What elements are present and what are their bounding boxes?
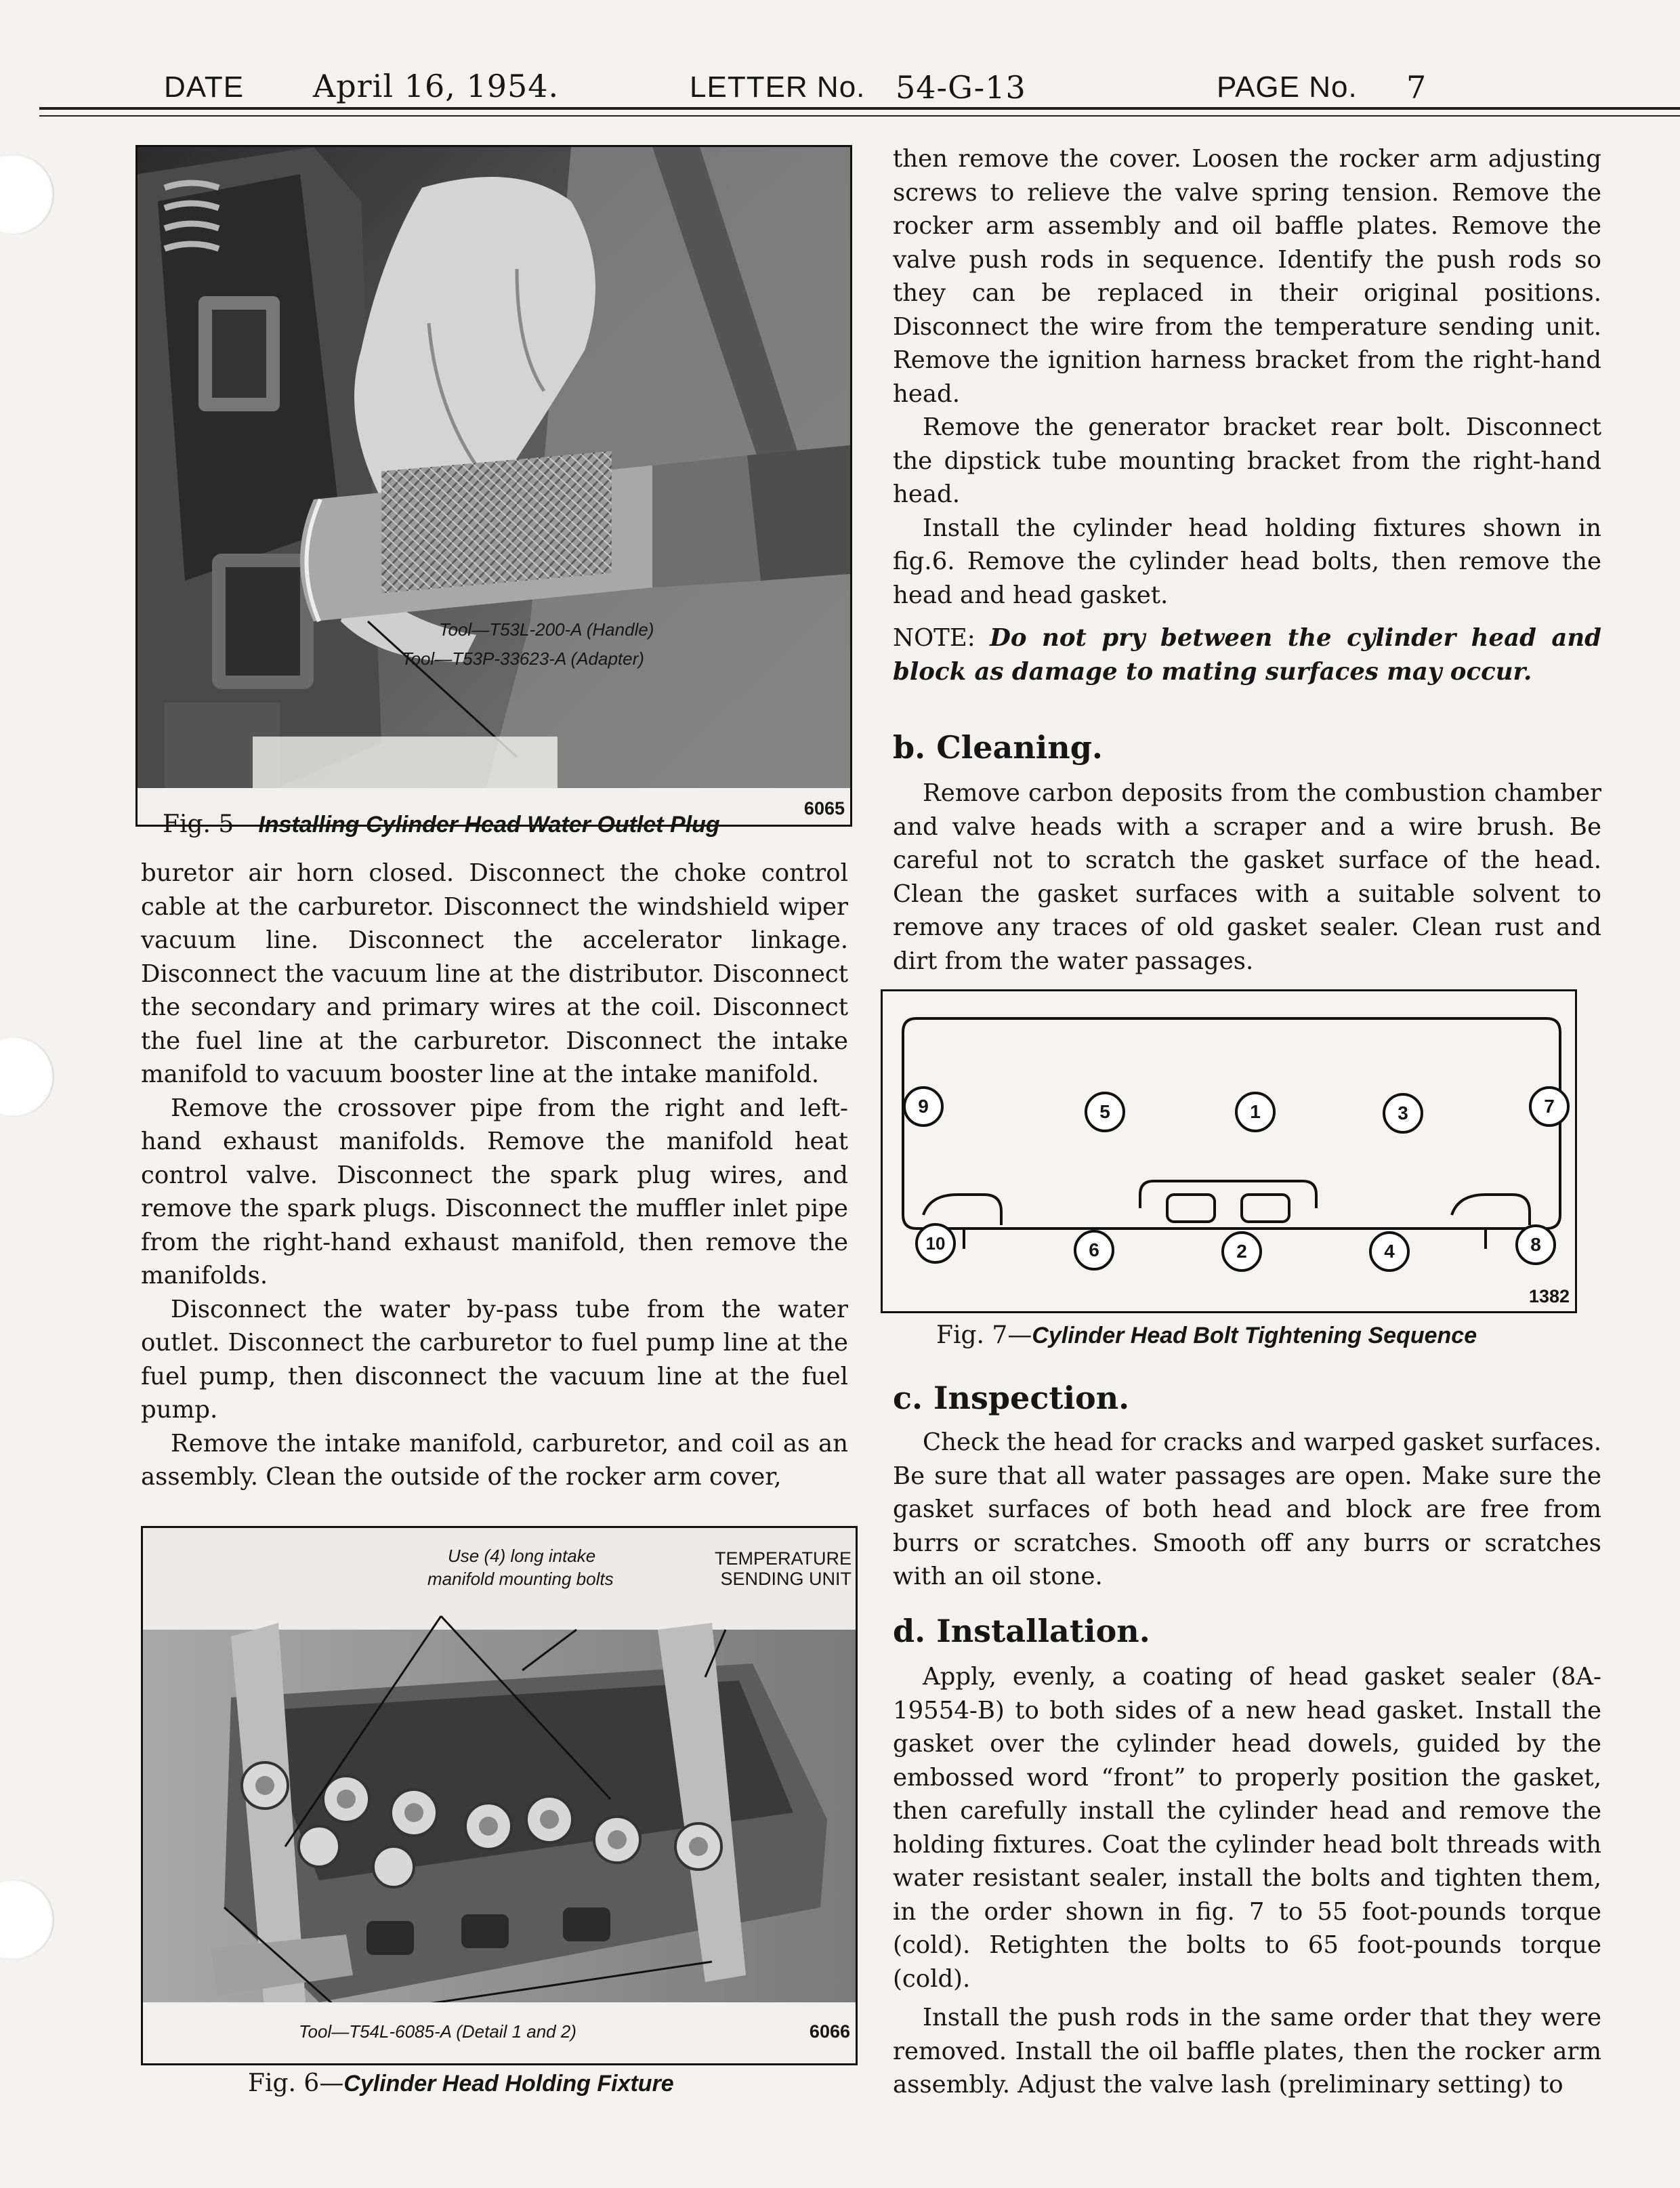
bolt-7: 7	[1529, 1086, 1570, 1127]
header-rule-top	[39, 107, 1680, 110]
fig6-caption-prefix: Fig. 6—	[248, 2069, 344, 2097]
fig6-label-temperature-line2: SENDING UNIT	[720, 1569, 852, 1589]
fig7-caption	[936, 1321, 1477, 1349]
fig6-illustration	[143, 1528, 856, 2063]
fig6-label-temperature-line1: TEMPERATURE	[714, 1548, 852, 1569]
section-b-title: b. Cleaning.	[893, 729, 1103, 766]
fig7-diagram	[881, 989, 1577, 1313]
fig5-caption-prefix: Fig. 5—	[163, 810, 259, 838]
bolt-9: 9	[903, 1086, 944, 1127]
section-d-paragraph-1: Apply, evenly, a coating of head gasket sealer (8A-19554-B) to both sides of a new head gasket. Install the gasket over the cylinder head dowels, guided by the embossed word “front” to properly position the gasket, then carefully install the cylinder head and remove the holding fixtures. Coat the cylinder head bolt threads with water resistant sealer, install the bolts and tighten them, in the order shown in fig. 7 to 55 foot-pounds torque (cold). Retighten the bolts to 65 foot-pounds torque (cold).	[893, 1663, 1601, 1993]
section-d-title: d. Installation.	[893, 1613, 1150, 1649]
section-c-paragraph: Check the head for cracks and warped gasket surfaces. Be sure that all water passages are open. Make sure the gasket surfaces of both head and block are free from burrs or scratches. Smooth off any burrs or scratches with an oil stone.	[893, 1428, 1601, 1590]
bolt-4: 4	[1369, 1231, 1410, 1272]
left-column-text	[141, 856, 848, 1494]
section-c-text	[893, 1426, 1601, 1594]
right-paragraph-3: Install the cylinder head holding fixtures shown in fig.6. Remove the cylinder head bolts, then remove the head and head gasket.	[893, 514, 1601, 609]
bolt-1: 1	[1235, 1092, 1276, 1132]
bolt-2: 2	[1221, 1231, 1262, 1272]
fig5-number: 6065	[803, 798, 845, 819]
fig6-label-bolts-line2: manifold mounting bolts	[427, 1569, 614, 1589]
fig7-caption-prefix: Fig. 7—	[936, 1321, 1032, 1349]
punch-hole-bottom	[0, 1880, 54, 1960]
right-paragraph-2: Remove the generator bracket rear bolt. Disconnect the dipstick tube mounting bracket from the right-hand head.	[893, 413, 1601, 508]
fig5-label-handle: Tool—T53L-200-A (Handle)	[439, 619, 654, 640]
fig6-photo	[141, 1526, 858, 2065]
left-paragraph-4: Remove the intake manifold, carburetor, and coil as an assembly. Clean the outside of the rocker arm cover,	[141, 1429, 848, 1491]
section-c-title: c. Inspection.	[893, 1380, 1130, 1416]
fig6-label-bolts-line1: Use (4) long intake	[448, 1546, 596, 1566]
fig5-illustration	[138, 147, 850, 825]
date-value: April 16, 1954.	[313, 68, 560, 104]
left-paragraph-1: buretor air horn closed. Disconnect the choke control cable at the carburetor. Disconnect the windshield wiper vacuum line. Disconnect the accelerator linkage. Disconnect the vacuum line at the distributor. Disconnect the secondary and primary wires at the coil. Disconnect the fuel line at the carburetor. Disconnect the intake manifold to vacuum booster line at the intake manifold.	[141, 859, 848, 1088]
fig6-caption-title: Cylinder Head Holding Fixture	[343, 2071, 674, 2097]
fig5-caption	[163, 810, 720, 838]
punch-hole-top	[0, 154, 54, 234]
section-d-text	[893, 1660, 1601, 2102]
fig6-number: 6066	[809, 2021, 850, 2042]
letter-label: LETTER No.	[690, 70, 866, 104]
section-b-paragraph: Remove carbon deposits from the combustion chamber and valve heads with a scraper and a wire brush. Be careful not to scratch the gasket surface of the head. Clean the gasket surfaces with a suitable solvent to remove any traces of old gasket sealer. Clean rust and dirt from the water passages.	[893, 779, 1601, 975]
fig6-label-tool: Tool—T54L-6085-A (Detail 1 and 2)	[299, 2021, 576, 2042]
letter-value: 54-G-13	[896, 69, 1026, 106]
note-paragraph	[893, 621, 1601, 688]
bolt-10: 10	[915, 1223, 956, 1264]
note-label: NOTE:	[893, 624, 975, 652]
section-b-text	[893, 777, 1601, 978]
fig7-caption-title: Cylinder Head Bolt Tightening Sequence	[1032, 1323, 1477, 1348]
fig5-caption-title: Installing Cylinder Head Water Outlet Plug	[258, 812, 720, 838]
left-paragraph-3: Disconnect the water by-pass tube from the water outlet. Disconnect the carburetor to fuel pump line at the fuel pump, then disconnect the vacuum line at the fuel pump.	[141, 1295, 848, 1424]
bolt-3: 3	[1383, 1093, 1423, 1134]
bolt-6: 6	[1074, 1230, 1114, 1271]
fig7-number: 1382	[1528, 1286, 1570, 1306]
fig5-label-adapter: Tool—T53P-33623-A (Adapter)	[402, 648, 644, 669]
punch-hole-middle	[0, 1037, 54, 1117]
page-value: 7	[1406, 69, 1427, 106]
right-paragraph-1: then remove the cover. Loosen the rocker arm adjusting screws to relieve the valve spring tension. Remove the rocker arm assembly and oil baffle plates. Remove the valve push rods in sequence. Identify the push rods so they can be replaced in their original positions. Disconnect the wire from the temperature sending unit. Remove the ignition harness bracket from the right-hand head.	[893, 145, 1601, 408]
bolt-5: 5	[1085, 1092, 1125, 1132]
fig5-photo	[135, 145, 852, 827]
date-label: DATE	[164, 70, 245, 104]
header-rule-bottom	[39, 115, 1680, 117]
bolt-8: 8	[1515, 1224, 1556, 1265]
right-column-text	[893, 142, 1601, 688]
section-d-paragraph-2: Install the push rods in the same order that they were removed. Install the oil baffle plates, then the rocker arm assembly. Adjust the valve lash (preliminary setting) to	[893, 2004, 1601, 2099]
page-label: PAGE No.	[1217, 70, 1358, 104]
fig6-caption	[248, 2069, 674, 2097]
left-paragraph-2: Remove the crossover pipe from the right and left-hand exhaust manifolds. Remove the manifold heat control valve. Disconnect the spark plug wires, and remove the spark plugs. Disconnect the muffler inlet pipe from the right-hand exhaust manifold, then remove the manifolds.	[141, 1094, 848, 1289]
note-text: Do not pry between the cylinder head and block as damage to mating surfaces may occur.	[893, 624, 1601, 686]
